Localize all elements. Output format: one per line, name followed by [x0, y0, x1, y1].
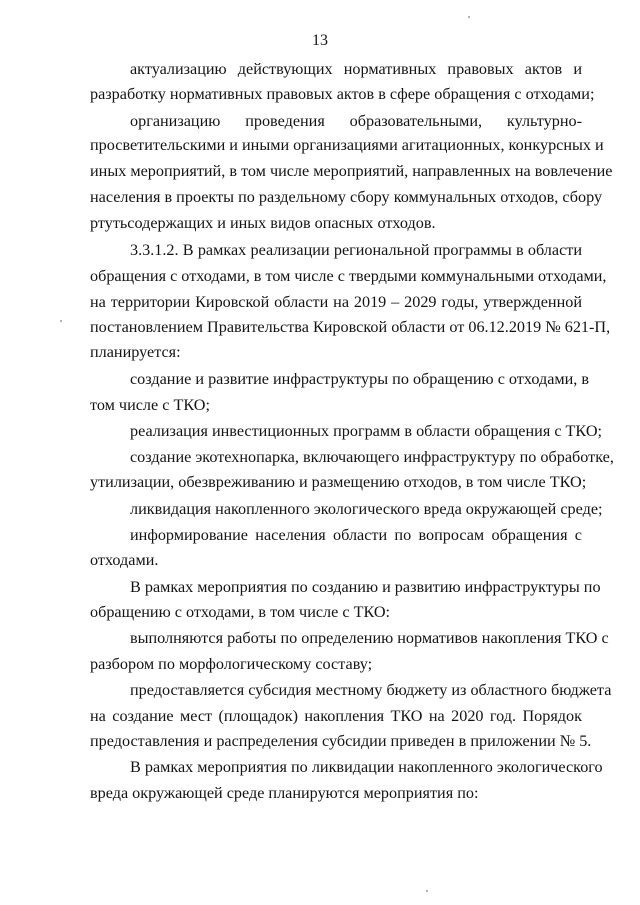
scan-speck	[468, 16, 470, 18]
text-line: информирование населения области по вопросам обращения с	[130, 526, 582, 544]
text-line: населения в проекты по раздельному сбору коммунальных отходов, сбору	[90, 188, 603, 206]
page-number: 13	[312, 32, 328, 49]
text-line: обращению с отходами, в том числе с ТКО:	[90, 603, 391, 621]
text-line: создание экотехнопарка, включающего инфраструктуру по обработке,	[130, 448, 614, 466]
text-line: иных мероприятий, в том числе мероприятий, направленных на вовлечение	[90, 162, 613, 180]
text-line: постановлением Правительства Кировской области от 06.12.2019 № 621-П,	[90, 318, 611, 336]
scan-speck	[426, 890, 428, 892]
text-line: выполняются работы по определению нормативов накопления ТКО с	[130, 629, 609, 647]
text-line: 3.3.1.2. В рамках реализации региональной программы в области	[130, 241, 582, 259]
text-line: разбором по морфологическому составу;	[90, 655, 373, 673]
text-line: просветительскими и иными организациями агитационных, конкурсных и	[90, 136, 604, 154]
scan-speck	[60, 320, 62, 322]
text-line: планируется:	[90, 343, 181, 361]
text-line: создание и развитие инфраструктуры по обращению с отходами, в	[130, 370, 590, 388]
text-line: реализация инвестиционных программ в области обращения с ТКО;	[130, 422, 603, 440]
text-line: ликвидация накопленного экологического вреда окружающей среде;	[130, 500, 603, 518]
text-line: В рамках мероприятия по созданию и развитию инфраструктуры по	[130, 578, 601, 596]
text-line: вреда окружающей среде планируются мероприятия по:	[90, 784, 479, 802]
text-line: актуализацию действующих нормативных правовых актов и	[130, 60, 582, 78]
text-line: на создание мест (площадок) накопления ТКО на 2020 год. Порядок	[90, 707, 582, 725]
text-line: предоставляется субсидия местному бюджету из областного бюджета	[130, 681, 612, 699]
text-line: на территории Кировской области на 2019 – 2029 годы, утвержденной	[90, 293, 582, 311]
text-line: обращения с отходами, в том числе с твердыми коммунальными отходами,	[90, 267, 607, 285]
text-line: том числе с ТКО;	[90, 396, 210, 414]
text-line: утилизации, обезвреживанию и размещению отходов, в том числе ТКО;	[90, 473, 587, 491]
text-line: отходами.	[90, 551, 159, 569]
text-line: организацию проведения образовательными, культурно-	[130, 112, 582, 130]
text-line: ртутьсодержащих и иных видов опасных отходов.	[90, 214, 436, 232]
text-line: В рамках мероприятия по ликвидации накопленного экологического	[130, 758, 603, 776]
text-line: предоставления и распределения субсидии приведен в приложении № 5.	[90, 732, 592, 750]
text-line: разработку нормативных правовых актов в сфере обращения с отходами;	[90, 85, 595, 103]
